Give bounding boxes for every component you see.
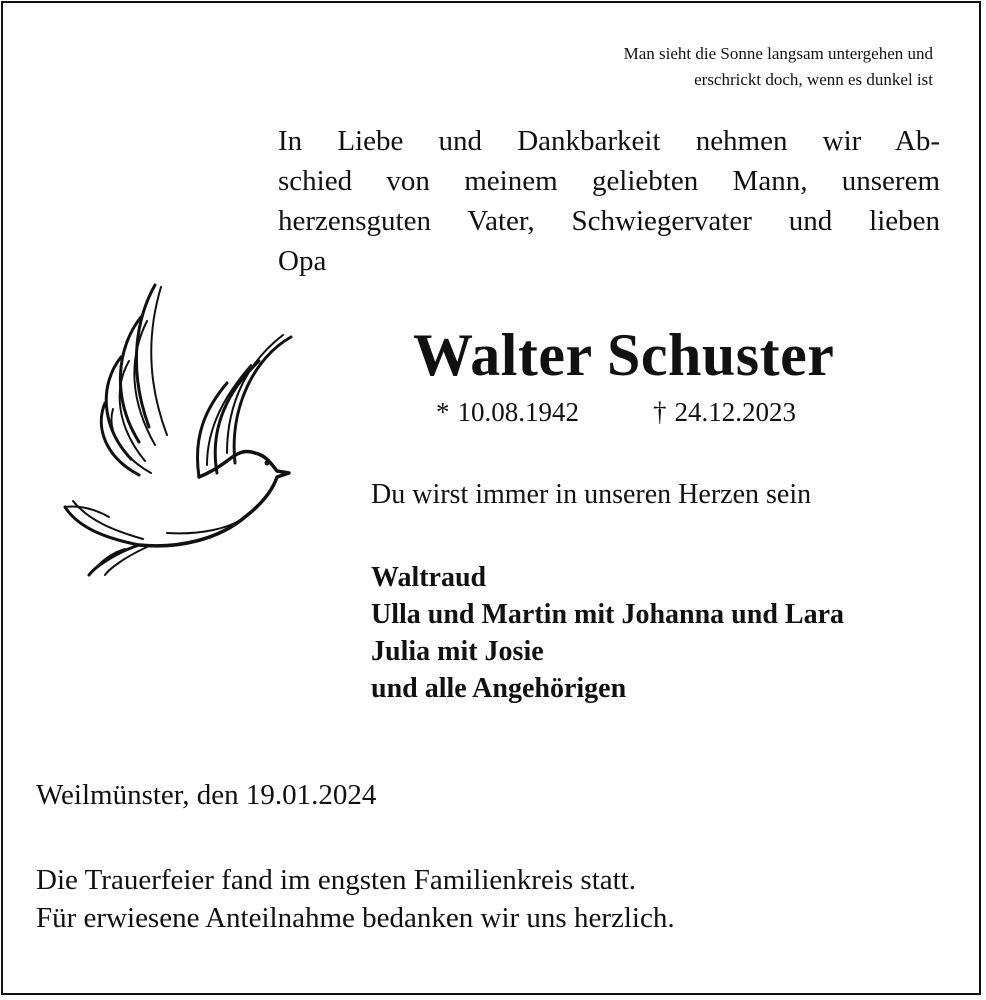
mourner-line: Ulla und Martin mit Johanna und Lara — [371, 599, 844, 630]
note-line-1: Die Trauerfeier fand im engsten Familienkreis statt. — [36, 864, 636, 896]
motto-line-2: erschrickt doch, wenn es dunkel ist — [694, 70, 933, 89]
closing-notes — [36, 861, 675, 937]
intro-line-4: Opa — [278, 245, 327, 277]
birth-date: 10.08.1942 — [457, 397, 579, 427]
motto-quote — [413, 41, 933, 93]
motto-line-1: Man sieht die Sonne langsam untergehen und — [623, 44, 933, 63]
intro-line-2: schied von meinem geliebten Mann, unserem — [278, 165, 940, 197]
obituary-notice — [1, 1, 981, 995]
dove-icon — [59, 277, 299, 577]
intro-line-1: In Liebe und Dankbarkeit nehmen wir Ab- — [278, 125, 940, 157]
intro-text — [278, 121, 940, 281]
death-symbol: † — [653, 397, 667, 427]
mourners-list — [371, 559, 844, 707]
death-date-line — [653, 397, 796, 428]
birth-symbol: * — [436, 397, 450, 427]
place-and-date: Weilmünster, den 19.01.2024 — [36, 779, 377, 811]
note-line-2: Für erwiesene Anteilnahme bedanken wir uns herzlich. — [36, 902, 675, 934]
birth-date-line — [436, 397, 579, 428]
mourner-line: Waltraud — [371, 562, 487, 593]
intro-line-3: herzensguten Vater, Schwiegervater und lieben — [278, 205, 940, 237]
death-date: 24.12.2023 — [674, 397, 796, 427]
remembrance-text: Du wirst immer in unseren Herzen sein — [371, 479, 812, 510]
mourner-line: Julia mit Josie — [371, 636, 544, 667]
mourner-line: und alle Angehörigen — [371, 673, 627, 704]
deceased-name: Walter Schuster — [413, 322, 835, 388]
